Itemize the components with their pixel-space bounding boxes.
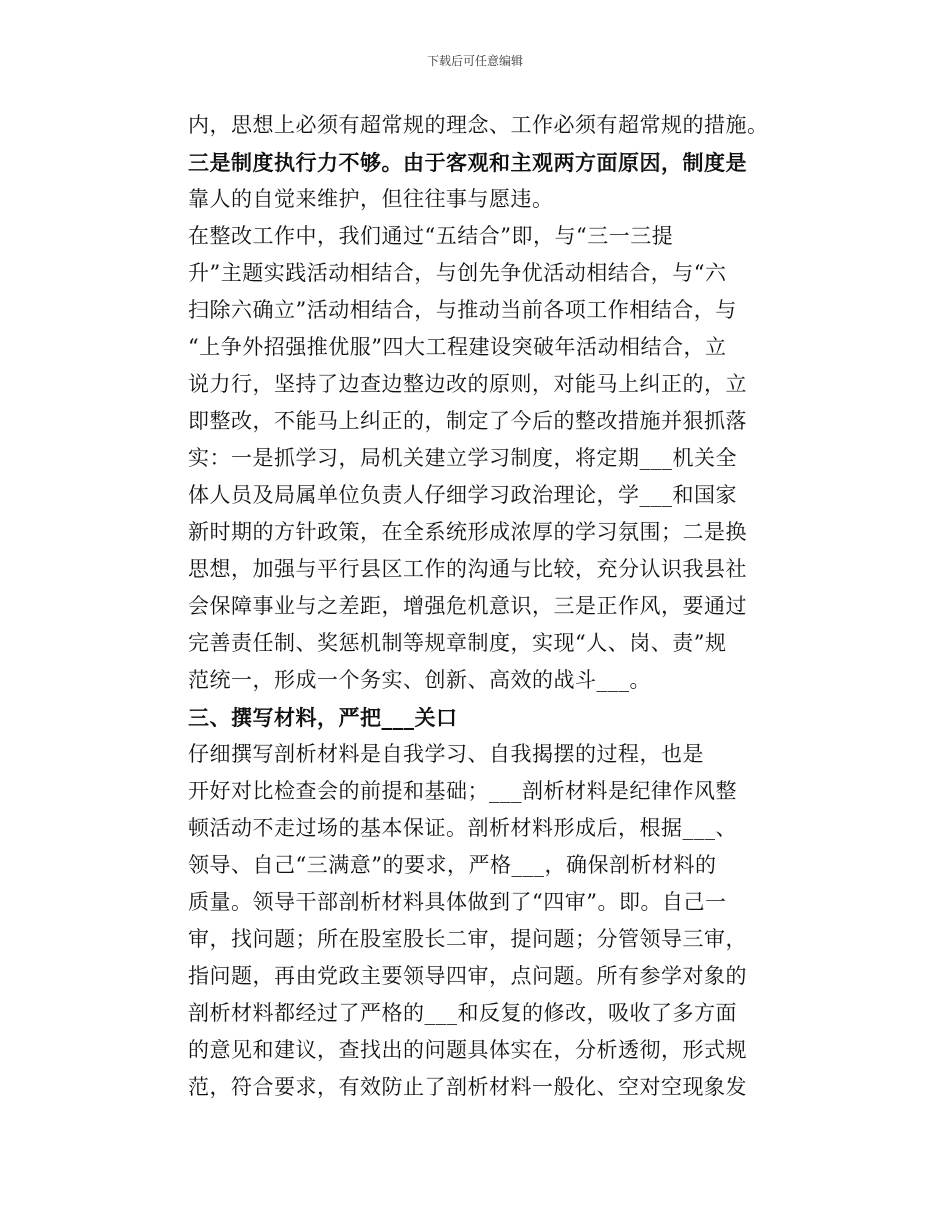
text-line: 思想，加强与平行县区工作的沟通与比较，充分认识我县社 [188, 557, 747, 581]
text-line: 的意见和建议，查找出的问题具体实在，分析透彻，形式规 [188, 1038, 747, 1062]
text-line: 顿活动不走过场的基本保证。剖析材料形成后，根据___、 [188, 816, 737, 840]
text-line: 扫除六确立”活动相结合，与推动当前各项工作相结合，与 [188, 298, 737, 322]
text-line: 审，找问题；所在股室股长二审，提问题；分管领导三审， [188, 927, 747, 951]
text-line: 指问题，再由党政主要领导四审，点问题。所有参学对象的 [188, 964, 747, 988]
text-line: 会保障事业与之差距，增强危机意识，三是正作风，要通过 [188, 594, 747, 618]
text-line: 新时期的方针政策，在全系统形成浓厚的学习氛围；二是换 [188, 520, 747, 544]
text-line: “上争外招强推优服”四大工程建设突破年活动相结合，立 [188, 335, 727, 359]
section-heading: 三、撰写材料，严把___关口 [188, 705, 458, 730]
page-header: 下载后可任意编辑 [426, 54, 523, 68]
text-line: 体人员及局属单位负责人仔细学习政治理论，学___和国家 [188, 483, 737, 507]
text-line: 靠人的自觉来维护，但往往事与愿违。 [188, 187, 554, 211]
text-line: 范，符合要求，有效防止了剖析材料一般化、空对空现象发 [188, 1075, 747, 1099]
text-line: 剖析材料都经过了严格的___和反复的修改，吸收了多方面 [188, 1001, 737, 1025]
text-line: 三是制度执行力不够。由于客观和主观两方面原因，制度是 [188, 150, 747, 175]
text-line: 仔细撰写剖析材料是自我学习、自我揭摆的过程，也是 [188, 742, 704, 766]
document-body [188, 107, 768, 1106]
text-line: 即整改，不能马上纠正的，制定了今后的整改措施并狠抓落 [188, 409, 747, 433]
text-line: 实：一是抓学习，局机关建立学习制度，将定期___机关全 [188, 446, 737, 470]
text-line: 升”主题实践活动相结合，与创先争优活动相结合，与“六 [188, 261, 727, 285]
text-line: 在整改工作中，我们通过“五结合”即，与“三一三提 [188, 224, 674, 248]
text-line: 领导、自己“三满意”的要求，严格___，确保剖析材料的 [188, 853, 717, 877]
text-line: 内，思想上必须有超常规的理念、工作必须有超常规的措施。 [188, 113, 769, 137]
text-line: 范统一，形成一个务实、创新、高效的战斗___。 [188, 668, 651, 692]
text-line: 完善责任制、奖惩机制等规章制度，实现“人、岗、责”规 [188, 631, 727, 655]
text-line: 质量。领导干部剖析材料具体做到了“四审”。即。自己一 [188, 890, 727, 914]
text-line: 说力行，坚持了边查边整边改的原则，对能马上纠正的，立 [188, 372, 747, 396]
text-line: 开好对比检查会的前提和基础；___剖析材料是纪律作风整 [188, 779, 737, 803]
